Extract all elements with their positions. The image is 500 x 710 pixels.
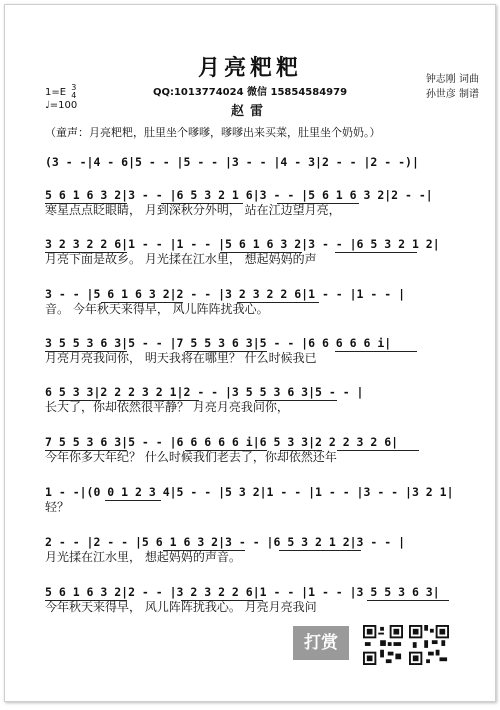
notes-line: 2 - - |2 - - |5 6 1 6 3 2|3 - - |6 5 3 2 1 2|3 - - | xyxy=(45,535,406,549)
lyrics-line: 月亮月亮我问你， 明天我将在哪里？ 什么时候我已 xyxy=(45,351,317,365)
notes-line: 3 5 5 3 6 3|5 - - |7 5 5 3 6 3|5 - - |6 6 6 6 6 i| xyxy=(45,336,392,350)
key-signature xyxy=(45,84,77,111)
beam-underline xyxy=(163,550,245,551)
qr-code-icon xyxy=(363,625,403,665)
beam-underline xyxy=(45,252,127,253)
tempo-mark: ♩=100 xyxy=(45,100,78,111)
lyrics-line: 今年秋天来得早， 风儿阵阵扰我心。 月亮月亮我问 xyxy=(45,600,317,614)
sheet-music-page xyxy=(4,4,496,702)
score-row-3 xyxy=(45,237,475,267)
notes-line: 5 6 1 6 3 2|3 - - |6 5 3 2 1 6|3 - - |5 6 1 6 3 2|2 - -| xyxy=(45,188,433,202)
beam-underline xyxy=(185,450,267,451)
song-title: 月亮粑粑 xyxy=(197,55,302,81)
beam-underline xyxy=(280,450,322,451)
notes-line: 6 5 3 3|2 2 2 3 2 1|2 - - |3 5 5 3 6 3|5 - - | xyxy=(45,385,364,399)
notes-line: 1 - -|(0 0 1 2 3 4|5 - - |5 3 2|1 - - |1 - - |3 - - |3 2 1| xyxy=(45,485,454,499)
beam-underline xyxy=(255,400,337,401)
beam-underline xyxy=(59,400,101,401)
beam-underline xyxy=(335,351,417,352)
lyrics-line: 寒星点点眨眼睛， 月到深秋分外明， 站在江边望月亮， xyxy=(45,203,341,217)
reward-button[interactable]: 打赏 xyxy=(293,626,349,660)
beam-underline xyxy=(220,252,302,253)
time-bottom: 4 xyxy=(71,91,77,100)
lyrics-line: 长大了，你却依然很平静？ 月亮月亮我问你， xyxy=(45,400,289,414)
beam-underline xyxy=(45,600,127,601)
time-signature xyxy=(71,84,76,100)
beam-underline xyxy=(279,550,361,551)
intro-note: （童声：月亮粑粑，肚里坐个嗲嗲，嗲嗲出来买菜，肚里坐个奶奶。） xyxy=(45,126,381,139)
beam-underline xyxy=(161,203,243,204)
notes-line: 7 5 5 3 6 3|5 - - |6 6 6 6 6 i|6 5 3 3|2 2 2 3 2 6| xyxy=(45,435,399,449)
notes-line: (3 - -|4 - 6|5 - - |5 - - |3 - - |4 - 3|2 - - |2 - -)| xyxy=(45,155,419,169)
score-row-2 xyxy=(45,188,475,218)
notes-line: 3 - - |5 6 1 6 3 2|2 - - |3 2 3 2 2 6|1 - - |1 - - | xyxy=(45,287,406,301)
beam-underline xyxy=(185,351,267,352)
score-row-9 xyxy=(45,535,475,565)
time-top: 3 xyxy=(71,83,77,92)
singer-name: 赵雷 xyxy=(230,104,269,119)
lyrics-line xyxy=(45,170,475,185)
lyrics-line: 月光揉在江水里， 想起妈妈的声音。 xyxy=(45,550,241,564)
beam-underline xyxy=(101,302,183,303)
beam-underline xyxy=(105,500,161,501)
arranger-credit: 孙世彦 制谱 xyxy=(425,89,479,100)
beam-underline xyxy=(277,203,359,204)
score-row-1 xyxy=(45,155,475,185)
qr-code-icon xyxy=(409,625,449,665)
lyrics-line: 今年你多大年纪？ 什么时候我们老去了，你却依然还年 xyxy=(45,450,337,464)
lyricist-credit: 钟志刚 词曲 xyxy=(425,74,479,85)
key-label: 1=E xyxy=(45,87,67,98)
notes-line: 3 2 3 2 2 6|1 - - |1 - - |5 6 1 6 3 2|3 - - |6 5 3 2 1 2| xyxy=(45,237,440,251)
lyrics-line: 音。 今年秋天来得早， 风儿阵阵扰我心。 xyxy=(45,302,269,316)
lyrics-line: 轻？ xyxy=(45,500,70,514)
beam-underline xyxy=(45,203,127,204)
beam-underline xyxy=(337,450,419,451)
credits xyxy=(426,72,479,102)
lyrics-line: 月亮下面是故乡。 月光揉在江水里， 想起妈妈的声 xyxy=(45,252,317,266)
score-row-8 xyxy=(45,485,475,515)
beam-underline xyxy=(45,351,127,352)
beam-underline xyxy=(181,600,263,601)
score-row-5 xyxy=(45,336,475,366)
beam-underline xyxy=(367,600,449,601)
score-row-7 xyxy=(45,435,475,465)
score-row-10 xyxy=(45,585,475,615)
contact-info: QQ:1013774024 微信 15854584979 xyxy=(152,87,348,98)
beam-underline xyxy=(45,450,127,451)
score-row-6 xyxy=(45,385,475,415)
notes-line: 5 6 1 6 3 2|2 - - |3 2 3 2 2 6|1 - - |1 - - |3 5 5 3 6 3| xyxy=(45,585,440,599)
score-row-4 xyxy=(45,287,475,317)
beam-underline xyxy=(117,400,199,401)
beam-underline xyxy=(335,252,417,253)
beam-underline xyxy=(237,302,319,303)
